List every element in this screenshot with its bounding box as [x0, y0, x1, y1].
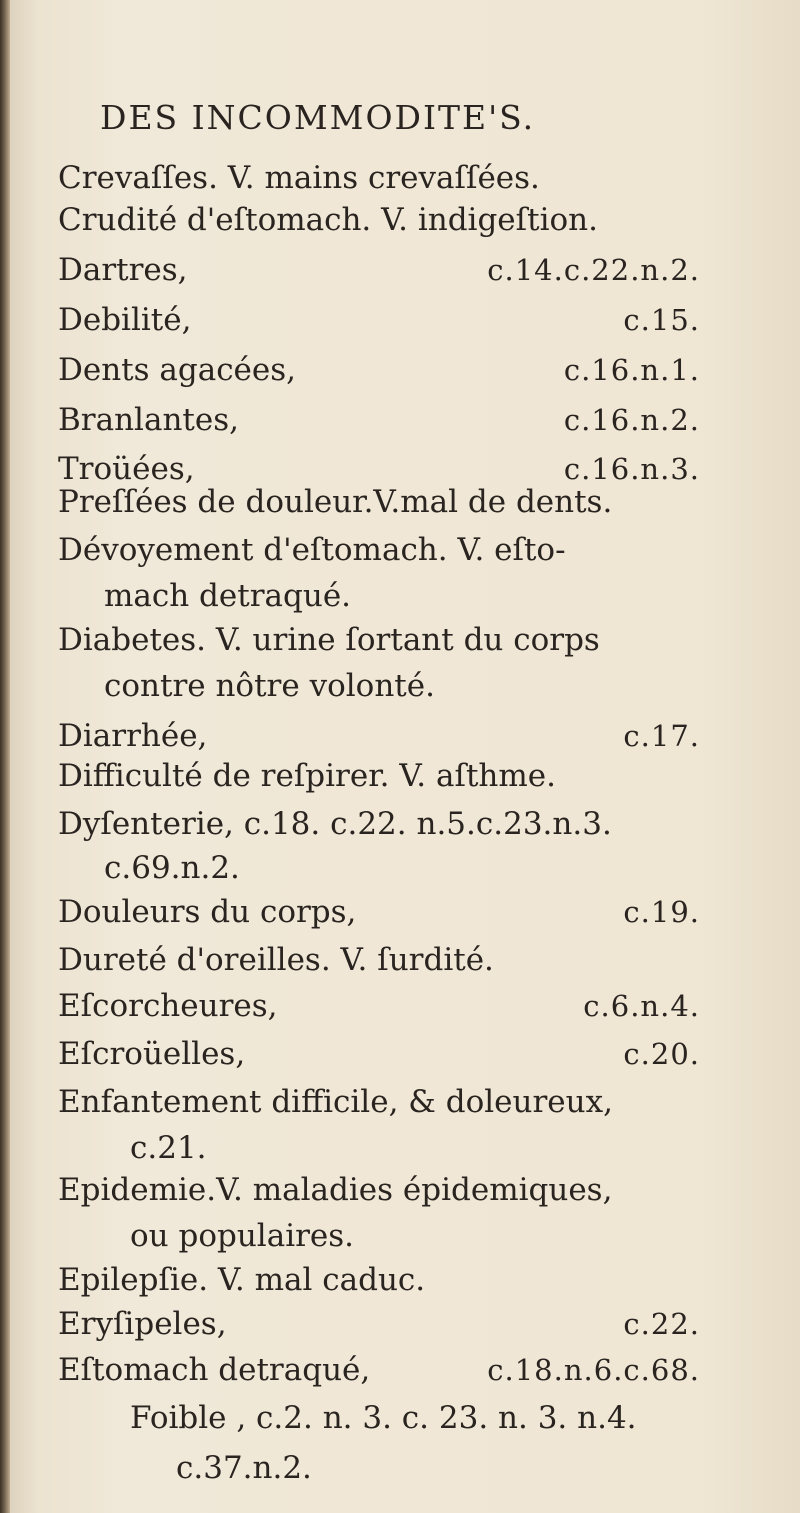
entry-text: Branlantes,: [58, 402, 239, 438]
entry-ref: c.20.: [623, 1037, 700, 1071]
entry-text: ou populaires.: [130, 1218, 355, 1254]
entry-text: Diarrhée,: [58, 718, 208, 754]
index-line: [58, 1030, 700, 1078]
index-line: [58, 154, 700, 202]
entry-text: contre nôtre volonté.: [104, 668, 435, 704]
index-line: [58, 800, 700, 848]
entry-ref: c.16.n.2.: [563, 403, 700, 437]
entry-text: Dartres,: [58, 252, 188, 288]
entry-ref: c.19.: [623, 895, 700, 929]
entry-text: Dents agacées,: [58, 352, 297, 388]
index-line: [104, 844, 700, 892]
entry-text: Crevaſſes. V. mains crevaſſées.: [58, 160, 540, 196]
entry-text: c.37.n.2.: [176, 1450, 312, 1486]
entry-text: Foible , c.2. n. 3. c. 23. n. 3. n.4.: [130, 1400, 637, 1436]
index-line: [104, 572, 700, 620]
index-line: [104, 662, 700, 710]
entry-text: Epilepſie. V. mal caduc.: [58, 1262, 426, 1298]
entry-ref: c.18.n.6.c.68.: [487, 1353, 700, 1387]
index-line: [58, 296, 700, 344]
entry-text: Dévoyement d'eſtomach. V. eſto-: [58, 532, 566, 568]
entry-text: Eſcorcheures,: [58, 988, 278, 1024]
entry-text: Difficulté de reſpirer. V. aſthme.: [58, 758, 556, 794]
index-line: [58, 1166, 700, 1214]
index-line: [176, 1444, 700, 1492]
entry-text: Enfantement difficile, & doleureux,: [58, 1084, 613, 1120]
entry-text: c.21.: [130, 1130, 207, 1166]
index-line: [130, 1394, 700, 1442]
page-heading: DES INCOMMODITE'S.: [100, 98, 536, 137]
entry-text: Troüées,: [58, 451, 195, 487]
entry-ref: c.16.n.3.: [563, 452, 700, 486]
index-line: [58, 936, 700, 984]
index-line: [58, 982, 700, 1030]
entry-ref: c.22.: [623, 1307, 700, 1341]
entry-ref: c.6.n.4.: [583, 989, 700, 1023]
index-line: [130, 1124, 700, 1172]
index-line: [58, 752, 700, 800]
index-line: [58, 1300, 700, 1348]
index-line: [58, 478, 700, 526]
index-line: [58, 346, 700, 394]
index-line: [58, 246, 700, 294]
entry-text: Crudité d'eſtomach. V. indigeſtion.: [58, 202, 598, 238]
entry-ref: c.16.n.1.: [563, 353, 700, 387]
index-line: [58, 1078, 700, 1126]
index-line: [58, 396, 700, 444]
entry-text: Epidemie.V. maladies épidemiques,: [58, 1172, 613, 1208]
entry-ref: c.14.c.22.n.2.: [487, 253, 700, 287]
entry-text: Eſcroüelles,: [58, 1036, 246, 1072]
index-line: [58, 196, 700, 244]
entry-text: Dureté d'oreilles. V. ſurdité.: [58, 942, 494, 978]
entry-text: Eſtomach detraqué,: [58, 1352, 371, 1388]
index-line: [58, 888, 700, 936]
entry-text: Dyſenterie, c.18. c.22. n.5.c.23.n.3.: [58, 806, 612, 842]
entry-text: Debilité,: [58, 302, 192, 338]
entry-text: Eryſipeles,: [58, 1306, 227, 1342]
index-line: [130, 1212, 700, 1260]
index-line: [58, 616, 700, 664]
entry-ref: c.15.: [623, 303, 700, 337]
entry-ref: c.17.: [623, 719, 700, 753]
index-line: [58, 526, 700, 574]
entry-text: mach detraqué.: [104, 578, 352, 614]
entry-text: Preſſées de douleur.V.mal de dents.: [58, 484, 613, 520]
entry-text: c.69.n.2.: [104, 850, 240, 886]
index-line: [58, 1256, 700, 1304]
entry-text: Douleurs du corps,: [58, 894, 357, 930]
index-line: [58, 1346, 700, 1394]
entry-text: Diabetes. V. urine ſortant du corps: [58, 622, 600, 658]
